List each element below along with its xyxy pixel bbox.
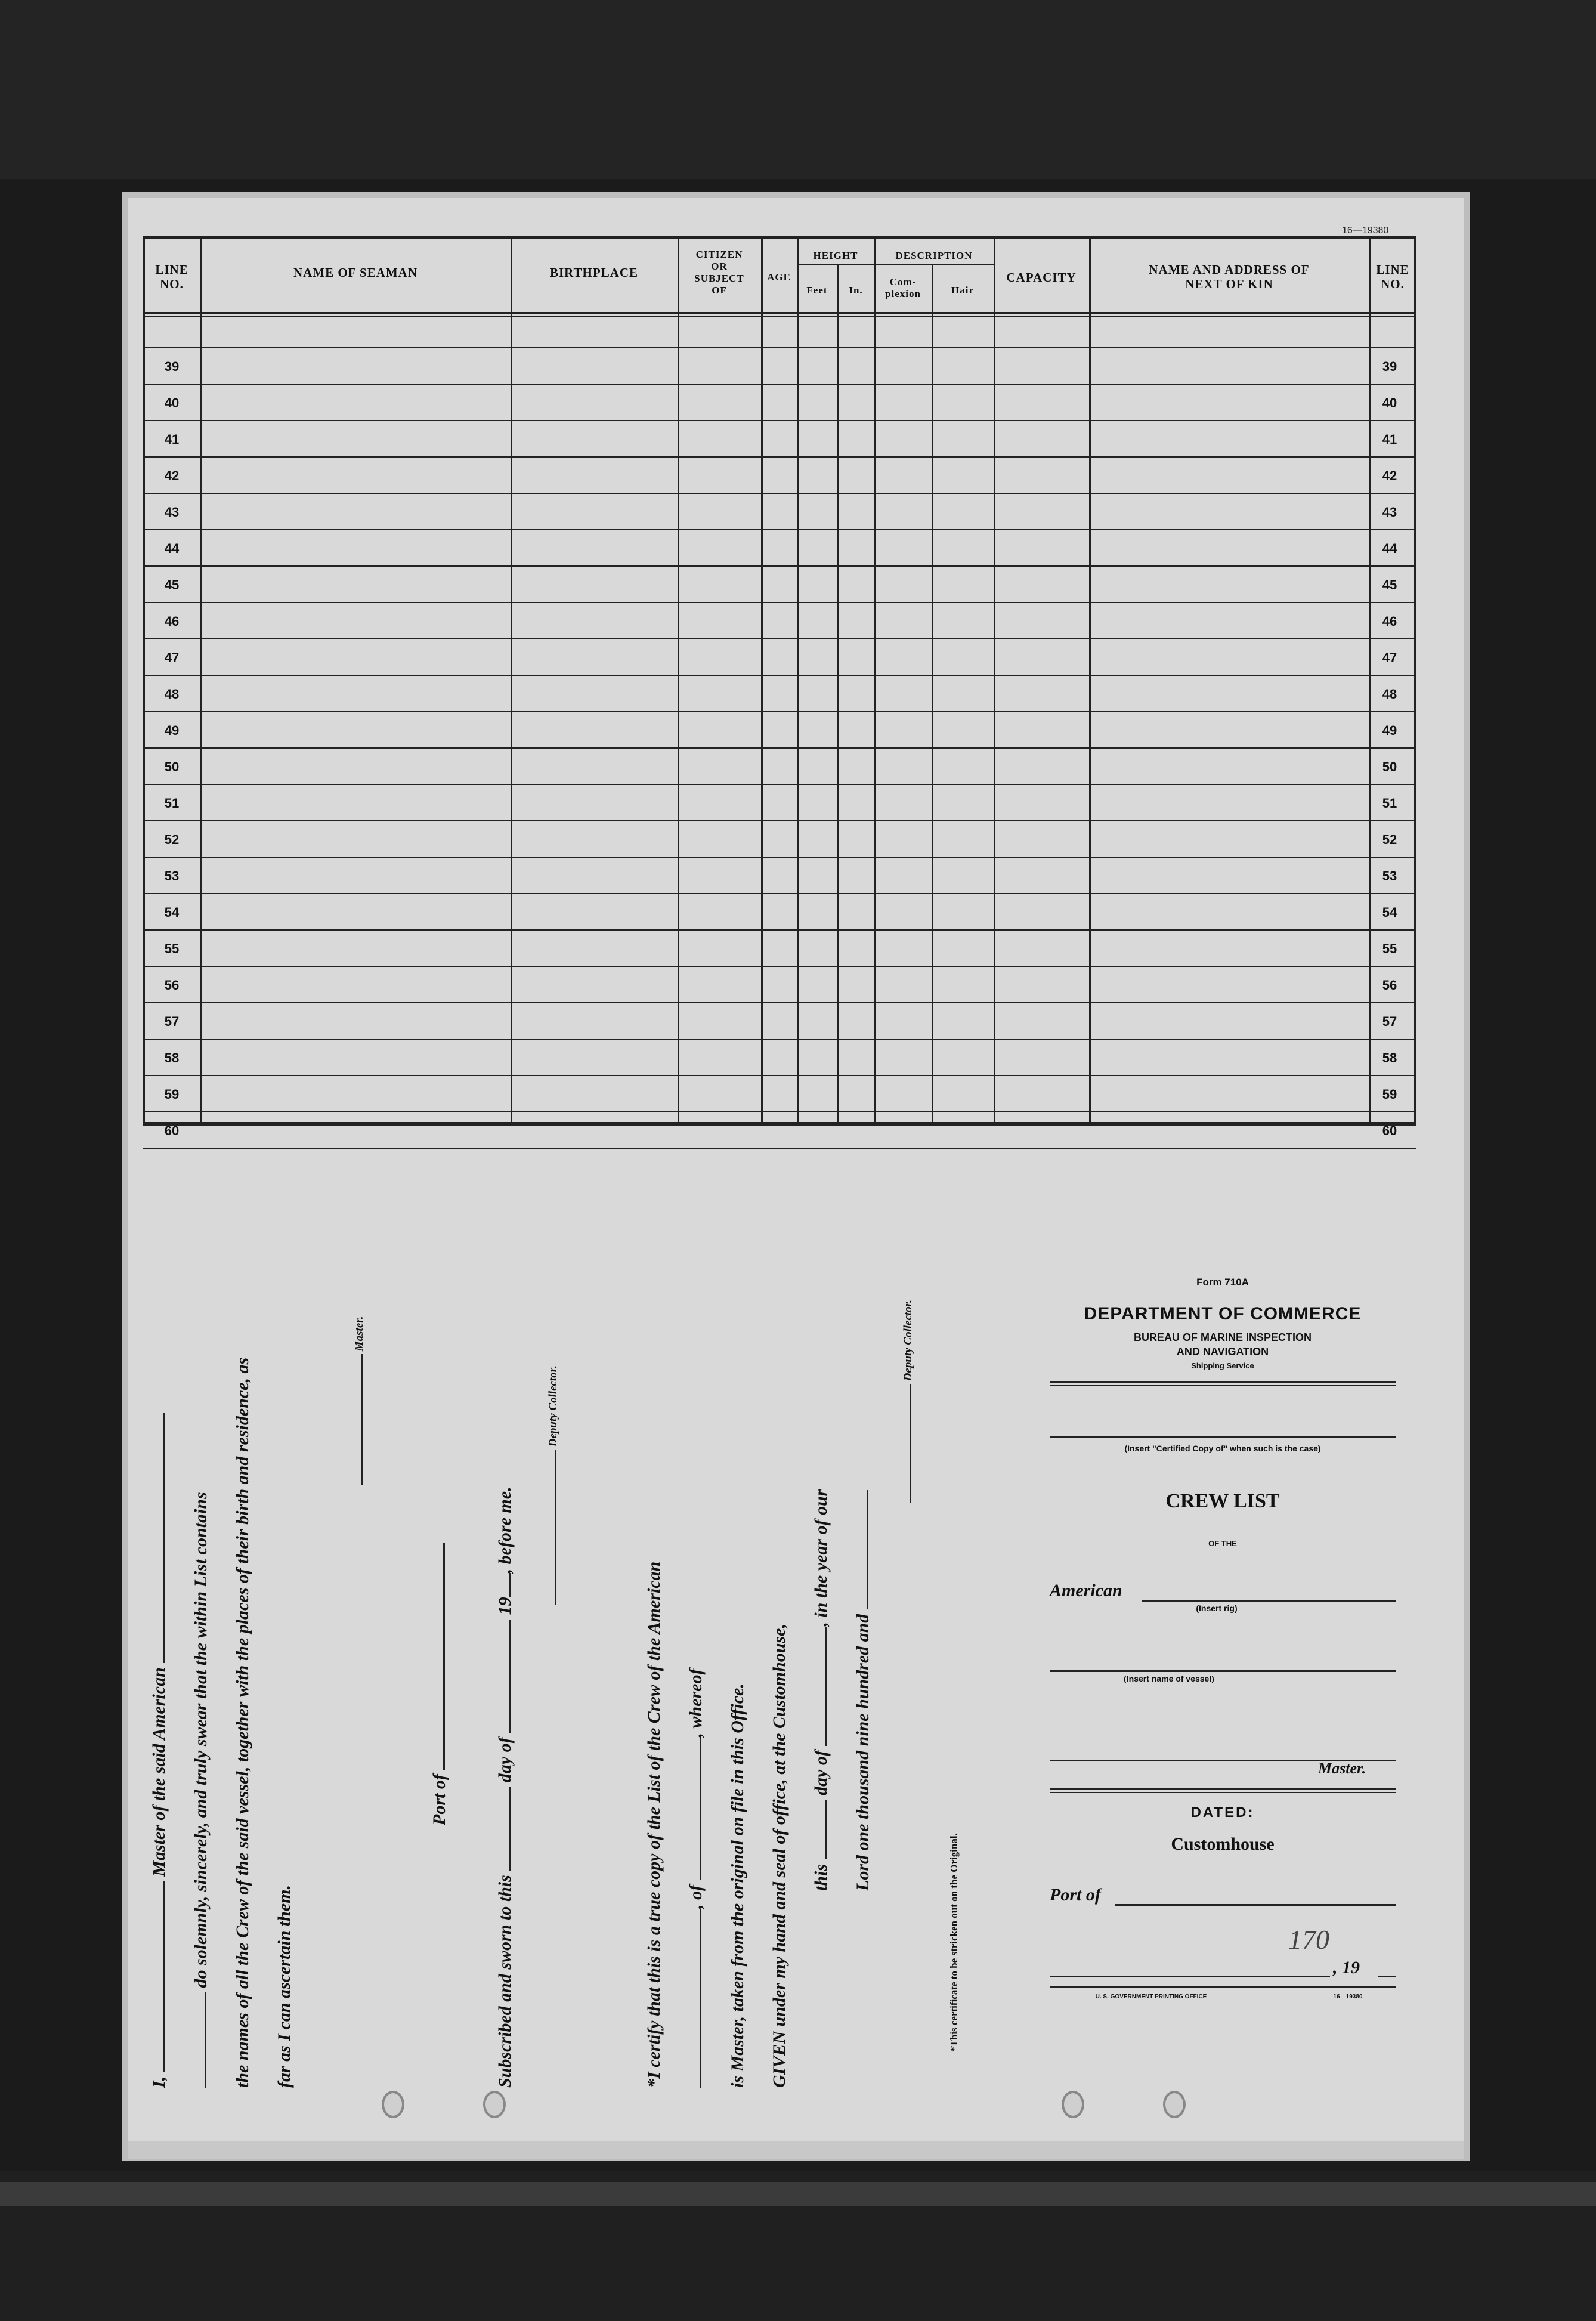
row-line-number-right: 51 [1382,796,1397,811]
cert-line-6: Lord one thousand nine hundred and [853,1490,873,1891]
row-line-number-left: 51 [164,796,180,811]
row-line-number-left: 42 [164,468,180,483]
header-age: AGE [767,271,791,283]
table-rule [143,312,1416,314]
header-name-of-seaman: NAME OF SEAMAN [293,265,418,280]
row-line-number-left: 48 [164,687,180,701]
row-line-number-right: 54 [1382,905,1397,920]
header-hair: Hair [951,285,974,296]
row-line-number-left: 56 [164,978,180,993]
oath-and-certificate-block [149,1253,972,2088]
cert-line-1: *I certify that this is a true copy of the List of the Crew of the American [644,1561,664,2088]
row-line-number-right: 41 [1382,432,1397,447]
table-rule [143,747,1416,749]
header-line-no-right: LINE NO. [1376,262,1409,291]
table-rule [143,893,1416,894]
crew-table [143,236,1416,1138]
row-line-number-left: 47 [164,650,180,665]
table-column-rule [761,236,763,1126]
table-column-rule [678,236,679,1126]
header-next-of-kin: NAME AND ADDRESS OF NEXT OF KIN [1149,262,1310,291]
row-line-number-right: 49 [1382,723,1397,738]
table-rule [143,1002,1416,1003]
cover-department: DEPARTMENT OF COMMERCE [1084,1304,1362,1324]
row-line-number-right: 39 [1382,359,1397,374]
crew-list-cover [1038,1265,1408,2040]
oath-port-of: Port of [429,1543,450,1825]
table-rule [143,420,1416,421]
oath-deputy-collector: Deputy Collector. [543,1365,560,1605]
cover-shipping-service: Shipping Service [1191,1361,1254,1370]
cert-line-5: this day of , in the year of our [811,1489,831,1891]
cover-of-the: OF THE [1208,1539,1237,1548]
table-rule [143,238,1416,239]
header-birthplace: BIRTHPLACE [549,265,639,280]
row-line-number-right: 60 [1382,1123,1397,1138]
row-line-number-right: 59 [1382,1087,1397,1102]
oath-subscribed-line: Subscribed and sworn to this day of 19, before me. [495,1486,515,2088]
table-rule [143,529,1416,530]
form-code-top: 16—19380 [1342,225,1389,236]
row-line-number-left: 52 [164,832,180,847]
table-rule [143,1148,1416,1149]
row-line-number-right: 52 [1382,832,1397,847]
sheet-underlay-edge [128,2141,1464,2159]
header-line-no-left: LINE NO. [155,262,188,291]
cover-port-of: Port of [1050,1885,1101,1905]
row-line-number-right: 55 [1382,941,1397,956]
row-line-number-right: 50 [1382,759,1397,774]
table-column-rule [994,236,995,1126]
row-line-number-left: 39 [164,359,180,374]
table-rule [143,820,1416,821]
oath-text-2: do solemnly, sincerely, and truly swear that the within List contains [191,1492,211,1988]
row-line-number-right: 46 [1382,614,1397,629]
oath-master-signature-label: Master. [349,1316,366,1485]
row-line-number-right: 57 [1382,1014,1397,1029]
table-rule [143,602,1416,603]
table-column-rule [1369,236,1371,1126]
cover-dated: DATED: [1190,1804,1255,1821]
film-band [0,2182,1596,2206]
header-description: DESCRIPTION [895,250,973,261]
row-line-number-left: 44 [164,541,180,556]
table-column-rule [511,236,512,1126]
cover-nineteen: , 19 [1333,1958,1360,1977]
row-line-number-right: 43 [1382,505,1397,520]
cover-bureau: BUREAU OF MARINE INSPECTION [1133,1331,1312,1343]
row-line-number-right: 47 [1382,650,1397,665]
cert-line-2: , of , whereof [686,1669,706,2088]
cover-bureau-2: AND NAVIGATION [1176,1346,1269,1358]
table-rule [143,565,1416,567]
row-line-number-right: 56 [1382,978,1397,993]
table-rule [143,347,1416,348]
oath-master-of-american: Master of the said American [149,1667,169,1877]
row-line-number-left: 40 [164,395,180,410]
table-column-rule [200,236,202,1126]
row-line-number-right: 53 [1382,869,1397,883]
table-rule [143,456,1416,458]
row-line-number-left: 59 [164,1087,180,1102]
table-rule [143,1111,1416,1112]
row-line-number-left: 55 [164,941,180,956]
table-column-rule [837,265,839,1126]
row-line-number-left: 57 [164,1014,180,1029]
header-inches: In. [849,285,863,296]
cover-printer: U. S. GOVERNMENT PRINTING OFFICE [1095,1994,1207,2000]
table-rule [143,675,1416,676]
table-rule [143,711,1416,712]
oath-line-1 [149,1413,169,2088]
row-line-number-right: 40 [1382,395,1397,410]
cover-handwritten-number: 170 [1288,1924,1329,1955]
header-capacity: CAPACITY [1006,270,1077,285]
header-feet: Feet [806,285,828,296]
row-line-number-left: 58 [164,1050,180,1065]
oath-i: I, [149,2076,169,2088]
cover-customhouse: Customhouse [1171,1834,1275,1854]
row-line-number-left: 41 [164,432,180,447]
table-rule [143,857,1416,858]
table-column-rule [797,236,799,1126]
header-complexion: Com- plexion [885,276,921,299]
table-rule [143,384,1416,385]
table-column-rule [1089,236,1091,1126]
punch-hole [1062,2091,1084,2118]
cover-american: American [1050,1581,1122,1600]
cert-line-3: is Master, taken from the original on file in this Office. [728,1683,747,2088]
cover-title: CREW LIST [1165,1490,1280,1512]
table-column-rule [932,265,933,1126]
cover-insert-vessel: (Insert name of vessel) [1124,1674,1214,1683]
cert-deputy-collector: Deputy Collector. [898,1300,915,1503]
table-rule [143,1124,1416,1126]
punch-hole [483,2091,506,2118]
film-margin-top [0,0,1596,179]
cert-footnote: *This certificate to be stricken out on the Original. [948,1833,960,2052]
table-column-rule [143,236,145,1126]
table-rule [143,1039,1416,1040]
row-line-number-left: 49 [164,723,180,738]
row-line-number-left: 43 [164,505,180,520]
row-line-number-right: 45 [1382,577,1397,592]
table-rule [143,638,1416,639]
punch-hole [1163,2091,1186,2118]
header-citizen-or-subject: CITIZEN OR SUBJECT OF [694,249,744,296]
cover-form-number: Form 710A [1196,1277,1249,1288]
table-rule [143,784,1416,785]
row-line-number-right: 48 [1382,687,1397,701]
header-height: HEIGHT [813,250,858,261]
cover-insert-rig: (Insert rig) [1196,1603,1238,1613]
table-rule [143,1122,1416,1124]
cert-line-4: GIVEN under my hand and seal of office, at the Customhouse, [769,1624,789,2088]
row-line-number-left: 46 [164,614,180,629]
row-line-number-right: 58 [1382,1050,1397,1065]
oath-line-3: the names of all the Crew of the said vessel, together with the places of their birth and residence, as [233,1357,252,2088]
table-rule [143,493,1416,494]
row-line-number-right: 44 [1382,541,1397,556]
punch-hole [382,2091,404,2118]
table-rule [143,966,1416,967]
row-line-number-left: 50 [164,759,180,774]
row-line-number-left: 45 [164,577,180,592]
oath-line-2 [191,1492,211,2088]
table-rule [143,316,1416,317]
row-line-number-left: 60 [164,1123,180,1138]
table-column-rule [1414,236,1416,1126]
table-column-rule [874,236,876,1126]
table-rule [143,1075,1416,1076]
row-line-number-right: 42 [1382,468,1397,483]
row-line-number-left: 53 [164,869,180,883]
table-rule [143,929,1416,931]
cover-printer-code: 16—19380 [1333,1994,1363,2000]
row-line-number-left: 54 [164,905,180,920]
cover-insert-certified-note: (Insert "Certified Copy of" when such is the case) [1124,1444,1321,1453]
oath-line-4: far as I can ascertain them. [274,1884,294,2088]
cover-master: Master. [1318,1760,1366,1777]
